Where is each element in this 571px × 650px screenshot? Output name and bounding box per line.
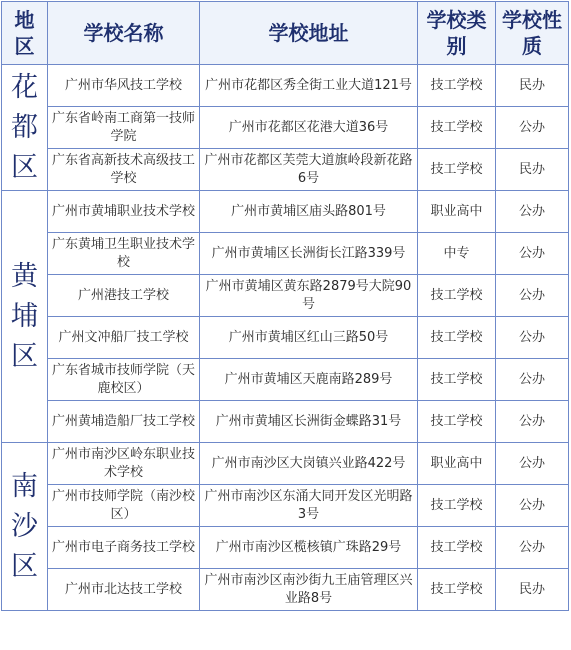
- school-name-cell: 广州市黄埔职业技术学校: [48, 191, 200, 233]
- school-name-cell: 广州港技工学校: [48, 275, 200, 317]
- table-row: [2, 275, 569, 317]
- table-body: [2, 65, 569, 611]
- school-address-cell: 广州市黄埔区黄东路2879号大院90号: [200, 275, 418, 317]
- school-category-cell: 技工学校: [418, 275, 496, 317]
- school-nature-cell: 公办: [496, 401, 569, 443]
- header-school-category: 学校类别: [418, 2, 496, 65]
- header-region: 地区: [2, 2, 48, 65]
- table-row: [2, 191, 569, 233]
- school-address-cell: 广州市花都区花港大道36号: [200, 107, 418, 149]
- school-nature-cell: 民办: [496, 569, 569, 611]
- school-nature-cell: 公办: [496, 233, 569, 275]
- school-category-cell: 技工学校: [418, 65, 496, 107]
- region-cell: [2, 65, 48, 191]
- school-name-cell: 广州市电子商务技工学校: [48, 527, 200, 569]
- school-category-cell: 技工学校: [418, 569, 496, 611]
- school-address-cell: 广州市黄埔区天鹿南路289号: [200, 359, 418, 401]
- school-address-cell: 广州市黄埔区庙头路801号: [200, 191, 418, 233]
- table-row: [2, 317, 569, 359]
- table-row: [2, 401, 569, 443]
- school-name-cell: 广东省城市技师学院（天鹿校区）: [48, 359, 200, 401]
- school-nature-cell: 公办: [496, 191, 569, 233]
- school-nature-cell: 公办: [496, 107, 569, 149]
- school-address-cell: 广州市南沙区东涌大同开发区光明路3号: [200, 485, 418, 527]
- school-address-cell: 广州市黄埔区长洲街长江路339号: [200, 233, 418, 275]
- school-category-cell: 技工学校: [418, 149, 496, 191]
- header-school-name: 学校名称: [48, 2, 200, 65]
- school-name-cell: 广州文冲船厂技工学校: [48, 317, 200, 359]
- school-nature-cell: 公办: [496, 359, 569, 401]
- region-char: 花: [11, 71, 38, 103]
- school-name-cell: 广州市技师学院（南沙校区）: [48, 485, 200, 527]
- header-school-address: 学校地址: [200, 2, 418, 65]
- region-char: 区: [11, 340, 38, 372]
- school-category-cell: 技工学校: [418, 359, 496, 401]
- school-address-cell: 广州市黄埔区红山三路50号: [200, 317, 418, 359]
- school-category-cell: 技工学校: [418, 527, 496, 569]
- school-name-cell: 广州黄埔造船厂技工学校: [48, 401, 200, 443]
- table-row: [2, 569, 569, 611]
- school-category-cell: 职业高中: [418, 191, 496, 233]
- region-char: 区: [11, 151, 38, 183]
- school-name-cell: 广东省高新技术高级技工学校: [48, 149, 200, 191]
- school-name-cell: 广东省岭南工商第一技师学院: [48, 107, 200, 149]
- table-row: [2, 359, 569, 401]
- school-name-cell: 广州市北达技工学校: [48, 569, 200, 611]
- table-row: [2, 527, 569, 569]
- header-row: [2, 2, 569, 65]
- school-table: [1, 1, 569, 611]
- header-school-nature: 学校性质: [496, 2, 569, 65]
- region-char: 沙: [11, 510, 38, 542]
- school-category-cell: 技工学校: [418, 107, 496, 149]
- table-row: [2, 107, 569, 149]
- school-category-cell: 职业高中: [418, 443, 496, 485]
- school-name-cell: 广东黄埔卫生职业技术学校: [48, 233, 200, 275]
- region-cell: [2, 191, 48, 443]
- school-address-cell: 广州市花都区芙莞大道旗岭段新花路6号: [200, 149, 418, 191]
- table-row: [2, 149, 569, 191]
- school-nature-cell: 公办: [496, 317, 569, 359]
- school-category-cell: 技工学校: [418, 485, 496, 527]
- school-nature-cell: 公办: [496, 275, 569, 317]
- school-category-cell: 技工学校: [418, 317, 496, 359]
- region-cell: [2, 443, 48, 611]
- school-address-cell: 广州市花都区秀全街工业大道121号: [200, 65, 418, 107]
- table-row: [2, 443, 569, 485]
- school-name-cell: 广州市南沙区岭东职业技术学校: [48, 443, 200, 485]
- school-address-cell: 广州市南沙区榄核镇广珠路29号: [200, 527, 418, 569]
- school-nature-cell: 民办: [496, 65, 569, 107]
- region-char: 埔: [11, 300, 38, 332]
- school-address-cell: 广州市南沙区大岗镇兴业路422号: [200, 443, 418, 485]
- table-row: [2, 233, 569, 275]
- school-nature-cell: 公办: [496, 527, 569, 569]
- region-char: 都: [11, 111, 38, 143]
- region-char: 黄: [11, 260, 38, 292]
- school-category-cell: 中专: [418, 233, 496, 275]
- school-name-cell: 广州市华风技工学校: [48, 65, 200, 107]
- table-row: [2, 65, 569, 107]
- school-address-cell: 广州市南沙区南沙街九王庙管理区兴业路8号: [200, 569, 418, 611]
- table-row: [2, 485, 569, 527]
- school-nature-cell: 公办: [496, 443, 569, 485]
- school-nature-cell: 民办: [496, 149, 569, 191]
- school-address-cell: 广州市黄埔区长洲街金蝶路31号: [200, 401, 418, 443]
- region-char: 区: [11, 550, 38, 582]
- school-nature-cell: 公办: [496, 485, 569, 527]
- region-char: 南: [11, 470, 38, 502]
- school-category-cell: 技工学校: [418, 401, 496, 443]
